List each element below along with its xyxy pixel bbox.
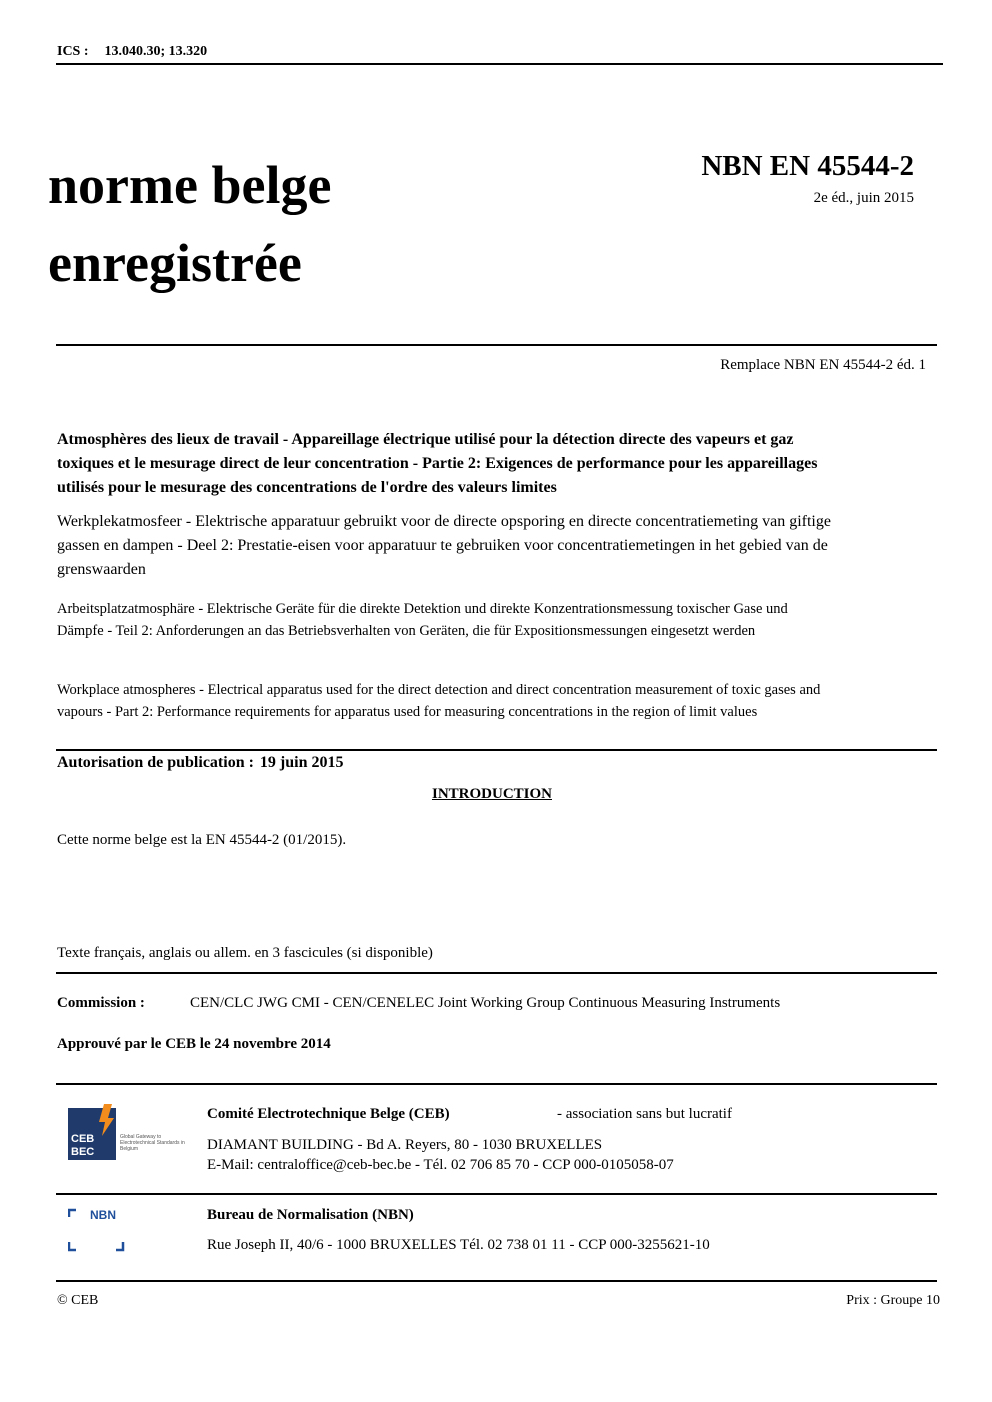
edition: 2e éd., juin 2015 (813, 190, 914, 206)
header-rule (56, 63, 943, 65)
languages-note: Texte français, anglais ou allem. en 3 fascicules (si disponible) (57, 945, 433, 961)
title-dutch: Werkplekatmosfeer - Elektrische apparatuur gebruikt voor de directe opsporing en directe concentratiemeting van giftige gassen en dampen - Deel 2: Prestatie-eisen voor apparatuur te gebruiken voor concentratiemetingen in het gebied van de grenswaarden (57, 513, 831, 578)
ceb-logo (68, 1104, 188, 1160)
title-line2: enregistrée (48, 233, 302, 293)
approval-note: Approuvé par le CEB le 24 novembre 2014 (57, 1036, 331, 1052)
nbn-logo (68, 1208, 128, 1254)
publication-label: Autorisation de publication : (57, 754, 254, 771)
ics-value: 13.040.30; 13.320 (104, 44, 208, 59)
commission-label: Commission : (57, 995, 145, 1011)
ceb-logo-text-2: BEC (71, 1146, 95, 1158)
ceb-name: Comité Electrotechnique Belge (CEB) (207, 1106, 450, 1122)
title-line1: norme belge (48, 155, 332, 215)
ceb-association: - association sans but lucratif (557, 1106, 732, 1122)
standard-number: NBN EN 45544-2 (701, 150, 914, 182)
introduction-heading: INTRODUCTION (431, 786, 552, 802)
replaces: Remplace NBN EN 45544-2 éd. 1 (720, 357, 926, 373)
title-french: Atmosphères des lieux de travail - Appareillage électrique utilisé pour la détection directe des vapeurs et gaz toxiques et le mesurage direct de leur concentration - Partie 2: Exigences de performance pour les appareillages utilisés pour le mesurage des concentrations de l'ordre des valeurs limites (57, 431, 818, 496)
publication-date: 19 juin 2015 (259, 754, 344, 771)
publication-line (57, 754, 344, 772)
title-german: Arbeitsplatzatmosphäre - Elektrische Geräte für die direkte Detektion und direkte Konzentrationsmessung toxischer Gase und Dämpfe - Teil 2: Anforderungen an das Betriebsverhalten von Geräten, die für Expositionsmessungen eingesetzt werden (57, 601, 788, 639)
languages-rule (56, 972, 937, 974)
nbn-rule (56, 1193, 937, 1195)
ceb-logo-text-1: CEB (71, 1133, 95, 1145)
price-group: Prix : Groupe 10 (846, 1293, 940, 1308)
ics-line (57, 44, 207, 60)
ceb-address: DIAMANT BUILDING - Bd A. Reyers, 80 - 1030 BRUXELLES (207, 1137, 603, 1153)
title-rule (56, 344, 937, 346)
footer-rule (56, 1280, 937, 1282)
publication-rule (56, 749, 937, 751)
title-english: Workplace atmospheres - Electrical apparatus used for the direct detection and direct concentration measurement of toxic gases and vapours - Part 2: Performance requirements for apparatus used for measuring concentrations in the region of limit values (57, 682, 821, 720)
ceb-logo-tagline: Global Gateway to Electrotechnical Standards in Belgium (120, 1134, 185, 1152)
copyright: © CEB (57, 1293, 99, 1308)
commission-value: CEN/CLC JWG CMI - CEN/CENELEC Joint Working Group Continuous Measuring Instruments (190, 995, 781, 1011)
introduction-text: Cette norme belge est la EN 45544-2 (01/2015). (57, 832, 347, 848)
nbn-logo-text: NBN (90, 1208, 116, 1222)
ceb-contact: E-Mail: centraloffice@ceb-bec.be - Tél. 02 706 85 70 - CCP 000-0105058-07 (207, 1157, 674, 1173)
ics-label: ICS : (57, 44, 89, 59)
nbn-address: Rue Joseph II, 40/6 - 1000 BRUXELLES Tél. 02 738 01 11 - CCP 000-3255621-10 (207, 1237, 710, 1253)
nbn-name: Bureau de Normalisation (NBN) (207, 1207, 414, 1223)
ceb-rule (56, 1083, 937, 1085)
